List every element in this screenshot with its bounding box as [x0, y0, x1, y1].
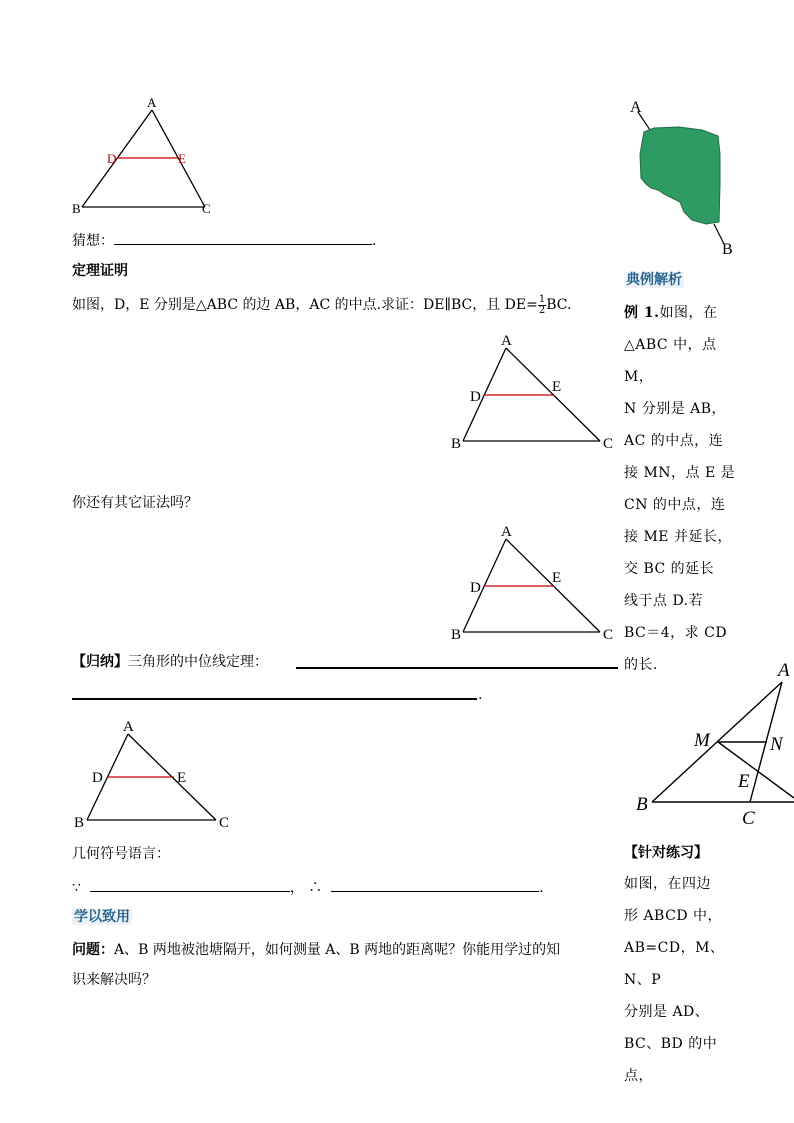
summary-blank-1[interactable]	[296, 667, 618, 669]
practice-text: 如图，在四边 形 ABCD 中， AB=CD，M、N、P 分别是 AD、 BC、BD 的中点，	[624, 876, 725, 1084]
vertex-label-a: A	[147, 95, 157, 110]
point-label-n: N	[770, 734, 783, 755]
vertex-label-d: D	[470, 580, 481, 596]
triangle-figure-4	[66, 714, 246, 834]
other-proof-question: 你还有其它证法吗？	[72, 495, 198, 511]
pond-figure	[624, 94, 744, 264]
vertex-label-a: A	[123, 719, 134, 735]
point-label-a: A	[630, 99, 642, 116]
vertex-label-b: B	[72, 201, 81, 216]
vertex-label-c: C	[603, 627, 614, 643]
apply-heading: 学以致用	[74, 909, 130, 925]
practice-heading: 【针对练习】	[624, 845, 708, 861]
summary-blank-2[interactable]	[72, 698, 477, 700]
apply-question-cont: 识来解决吗？	[72, 972, 156, 988]
because-blank[interactable]	[90, 877, 290, 892]
because-symbol: ∵	[72, 880, 81, 896]
vertex-label-e: E	[552, 379, 562, 395]
example-triangle-figure	[630, 654, 794, 832]
vertex-label-d: D	[107, 151, 117, 166]
theorem-proof-heading: 定理证明	[72, 263, 128, 279]
vertex-label-c: C	[202, 201, 211, 216]
pond-shape	[640, 127, 720, 224]
therefore-symbol: ∴	[308, 880, 323, 896]
triangle-figure-1	[60, 92, 230, 222]
vertex-label-a: A	[501, 524, 512, 540]
point-label-m: M	[694, 730, 710, 751]
fraction-one-half: $\frac{1}{2}$	[538, 293, 546, 316]
vertex-label-c: C	[603, 436, 614, 452]
vertex-label-e: E	[552, 570, 562, 586]
vertex-label-d: D	[470, 389, 481, 405]
point-label-b: B	[722, 241, 733, 258]
guess-blank[interactable]	[114, 230, 372, 245]
vertex-label-e: E	[177, 770, 187, 786]
geometry-language-label: 几何符号语言：	[72, 846, 170, 862]
triangle-figure-2	[446, 328, 626, 454]
point-label-c: C	[742, 808, 755, 829]
vertex-label-b: B	[451, 436, 462, 452]
vertex-label-d: D	[92, 770, 103, 786]
point-label-e: E	[738, 771, 750, 792]
point-label-b: B	[636, 794, 648, 815]
vertex-label-c: C	[219, 815, 230, 831]
vertex-label-b: B	[74, 815, 85, 831]
geometry-language-line: ∵ ， ∴ .	[72, 877, 544, 897]
triangle-figure-3	[446, 519, 626, 645]
vertex-label-b: B	[451, 627, 462, 643]
therefore-blank[interactable]	[331, 877, 539, 892]
example-text: 例 1.如图，在 △ABC 中，点 M， N 分别是 AB， AC 的中点，连 接 MN，点 E 是 CN 的中点，连 接 ME 并延长， 交 BC 的延长 线于点 D.若 BC＝4，求 CD 的长.	[624, 305, 736, 673]
summary-label: 【归纳】	[72, 654, 128, 670]
example-heading: 典例解析	[626, 272, 682, 288]
guess-label: 猜想：	[72, 233, 114, 249]
guess-line: 猜想： .	[72, 230, 376, 250]
point-label-a: A	[778, 660, 790, 681]
apply-question: 问题：A、B 两地被池塘隔开，如何测量 A、B 两地的距离呢？你能用学过的知	[72, 942, 561, 958]
theorem-statement: 如图，D，E 分别是△ABC 的边 AB，AC 的中点.求证：DE∥BC，且 DE= $\frac{1}{2}$ BC.	[72, 293, 572, 316]
summary-line: 【归纳】三角形的中位线定理：	[72, 654, 268, 670]
vertex-label-e: E	[178, 151, 186, 166]
vertex-label-a: A	[501, 333, 512, 349]
